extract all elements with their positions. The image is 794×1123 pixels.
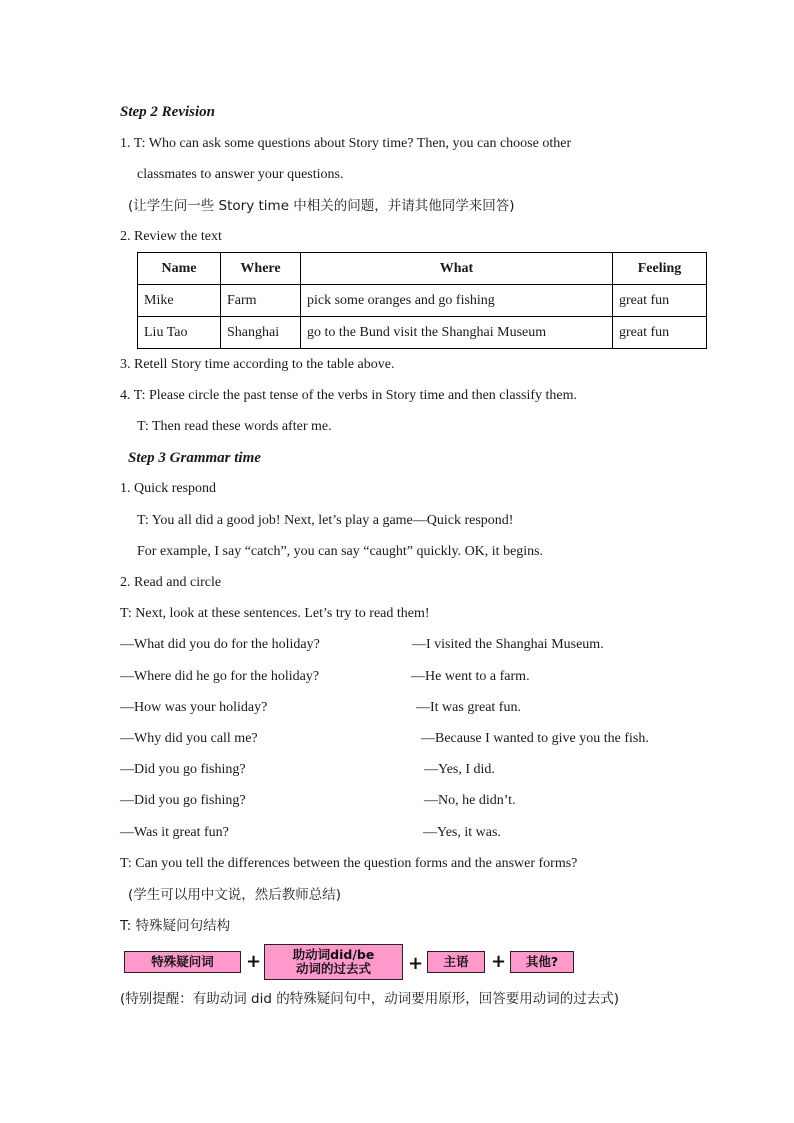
step2-item1-note: (让学生问一些 Story time 中相关的问题，并请其他同学来回答) [128, 198, 515, 214]
question-line: —Where did he go for the holiday? [120, 669, 320, 684]
formula-box-label: 助动词did/be [292, 947, 375, 962]
plus-sign: + [246, 951, 262, 972]
table-cell: great fun [613, 285, 707, 317]
formula-box-question-word [124, 951, 241, 973]
question-line: —How was your holiday? [120, 700, 268, 715]
answer-line: —He went to a farm. [411, 669, 530, 684]
answer-line: —Because I wanted to give you the fish. [421, 731, 649, 746]
table-header-cell: Feeling [613, 253, 707, 285]
table-row [138, 285, 707, 317]
table-cell: go to the Bund visit the Shanghai Museum [301, 317, 613, 349]
table-row [138, 317, 707, 349]
step3-item1-line1: T: You all did a good job! Next, let’s play a game—Quick respond! [137, 513, 514, 528]
step2-item2: 2. Review the text [120, 229, 222, 244]
question-line: —What did you do for the holiday? [120, 637, 320, 652]
answer-line: —It was great fun. [416, 700, 521, 715]
step3-item1: 1. Quick respond [120, 481, 217, 496]
step3-item2-intro: T: Next, look at these sentences. Let’s try to read them! [120, 606, 430, 621]
step3-note1: (学生可以用中文说，然后教师总结) [128, 887, 342, 903]
formula-box-label: 特殊疑问词 [151, 954, 214, 969]
question-line: —Did you go fishing? [120, 793, 246, 808]
table-cell: pick some oranges and go fishing [301, 285, 613, 317]
table-cell: Shanghai [221, 317, 301, 349]
table-header-cell: Where [221, 253, 301, 285]
formula-box-subject [427, 951, 485, 973]
review-table [137, 252, 707, 349]
answer-line: —Yes, it was. [423, 825, 501, 840]
answer-line: —Yes, I did. [424, 762, 495, 777]
table-header-cell: Name [138, 253, 221, 285]
formula-box-label: 动词的过去式 [295, 961, 371, 976]
step2-item4-line1: 4. T: Please circle the past tense of the verbs in Story time and then classify them. [120, 388, 578, 403]
table-cell: Liu Tao [138, 317, 221, 349]
question-structure-formula [122, 942, 582, 982]
structure-title: T: 特殊疑问句结构 [120, 918, 231, 934]
table-cell: great fun [613, 317, 707, 349]
step3-heading: Step 3 Grammar time [128, 450, 261, 466]
step3-item1-line2: For example, I say “catch”, you can say “caught” quickly. OK, it begins. [137, 544, 544, 559]
table-cell: Farm [221, 285, 301, 317]
plus-sign: + [408, 953, 424, 974]
formula-box-label: 其他? [525, 954, 559, 969]
step2-item3: 3. Retell Story time according to the table above. [120, 357, 395, 372]
question-line: —Was it great fun? [120, 825, 229, 840]
answer-line: —No, he didn’t. [424, 793, 516, 808]
step3-note2: (特别提醒：有助动词 did 的特殊疑问句中，动词要用原形，回答要用动词的过去式) [120, 991, 620, 1007]
formula-box-auxiliary [264, 944, 403, 980]
step2-heading: Step 2 Revision [120, 104, 216, 120]
table-header-cell: What [301, 253, 613, 285]
formula-box-other [510, 951, 574, 973]
step3-question: T: Can you tell the differences between the question forms and the answer forms? [120, 856, 578, 871]
step2-item1-line1: 1. T: Who can ask some questions about Story time? Then, you can choose other [120, 136, 572, 151]
step2-item1-line2: classmates to answer your questions. [137, 167, 344, 182]
table-cell: Mike [138, 285, 221, 317]
answer-line: —I visited the Shanghai Museum. [412, 637, 604, 652]
plus-sign: + [491, 951, 507, 972]
step3-item2: 2. Read and circle [120, 575, 222, 590]
step2-item4-line2: T: Then read these words after me. [137, 419, 332, 434]
table-header-row [138, 253, 707, 285]
question-line: —Did you go fishing? [120, 762, 246, 777]
question-line: —Why did you call me? [120, 731, 258, 746]
formula-box-label: 主语 [443, 954, 469, 969]
